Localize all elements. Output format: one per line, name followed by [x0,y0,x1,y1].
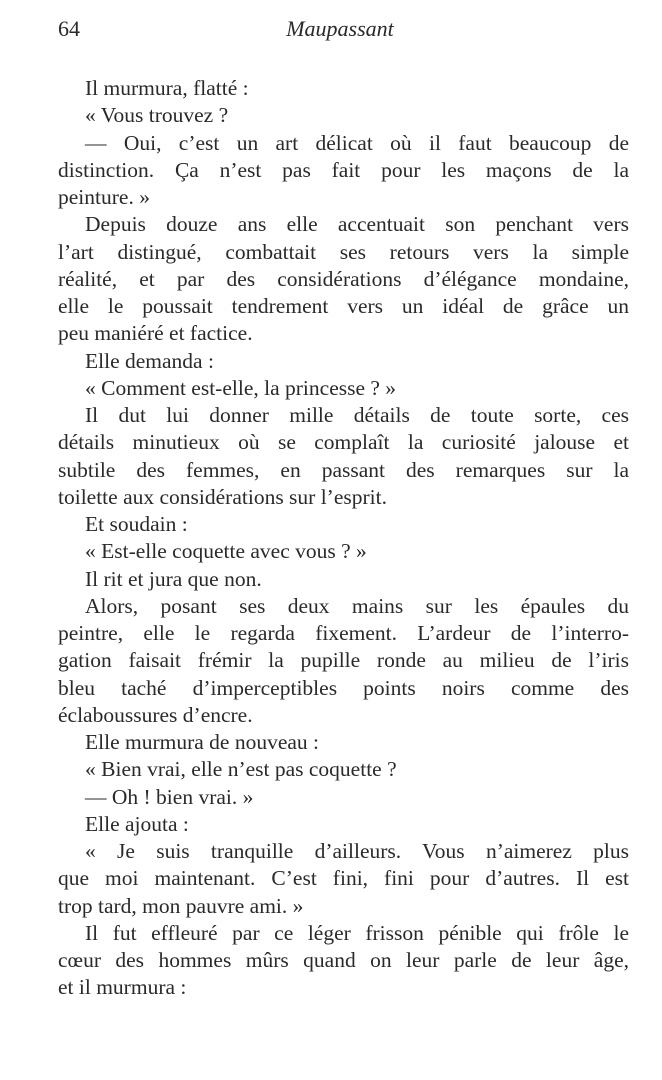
text-line: peinture. » [58,185,150,209]
text-line: Il dut lui donner mille détails de toute sorte, ces [85,403,629,427]
body-text [58,75,629,1002]
text-line: « Comment est-elle, la princesse ? » [85,375,397,400]
text-line: peu maniéré et factice. [58,321,253,346]
text-line: Elle murmura de nouveau : [85,730,320,754]
text-line: « Vous trouvez ? [85,103,229,128]
text-line: gation faisait frémir la pupille ronde au milieu de l’iris [58,648,629,673]
text-line: Il fut effleuré par ce léger frisson pénible qui frôle le [85,920,629,945]
text-line: Et soudain : [85,512,188,536]
text-line: Depuis douze ans elle accentuait son penchant vers [85,212,629,237]
text-line: Elle demanda : [85,348,214,373]
text-line: peintre, elle le regarda fixement. L’ardeur de l’interro- [58,621,629,645]
text-line: — Oh ! bien vrai. » [85,784,254,809]
text-line: elle le poussait tendrement vers un idéal de grâce un [58,294,629,318]
text-line: trop tard, mon pauvre ami. » [58,893,304,918]
text-line: — Oui, c’est un art délicat où il faut beaucoup de [85,130,629,155]
text-line: que moi maintenant. C’est fini, fini pour d’autres. Il est [58,866,629,891]
text-line: « Est-elle coquette avec vous ? » [85,539,367,564]
text-line: distinction. Ça n’est pas fait pour les maçons de la [58,157,629,182]
text-line: détails minutieux où se complaît la curiosité jalouse et [58,430,629,455]
text-line: réalité, et par des considérations d’élégance mondaine, [58,266,629,291]
text-line: éclaboussures d’encre. [58,702,253,727]
running-title: Maupassant [286,16,394,41]
text-line: et il murmura : [58,975,187,1000]
text-line: « Bien vrai, elle n’est pas coquette ? [85,757,397,782]
text-line: Elle ajouta : [85,811,189,836]
text-line: toilette aux considérations sur l’esprit. [58,484,387,509]
text-line: Il rit et jura que non. [85,566,262,591]
page-number: 64 [58,16,80,41]
text-line: « Je suis tranquille d’ailleurs. Vous n’aimerez plus [85,839,629,863]
text-line: l’art distingué, combattait ses retours vers la simple [58,239,629,264]
text-line: Alors, posant ses deux mains sur les épaules du [85,593,629,618]
text-line: Il murmura, flatté : [85,76,249,100]
text-line: bleu taché d’imperceptibles points noirs comme des [58,675,629,700]
text-line: cœur des hommes mûrs quand on leur parle de leur âge, [58,948,629,972]
text-line: subtile des femmes, en passant des remarques sur la [58,457,629,482]
